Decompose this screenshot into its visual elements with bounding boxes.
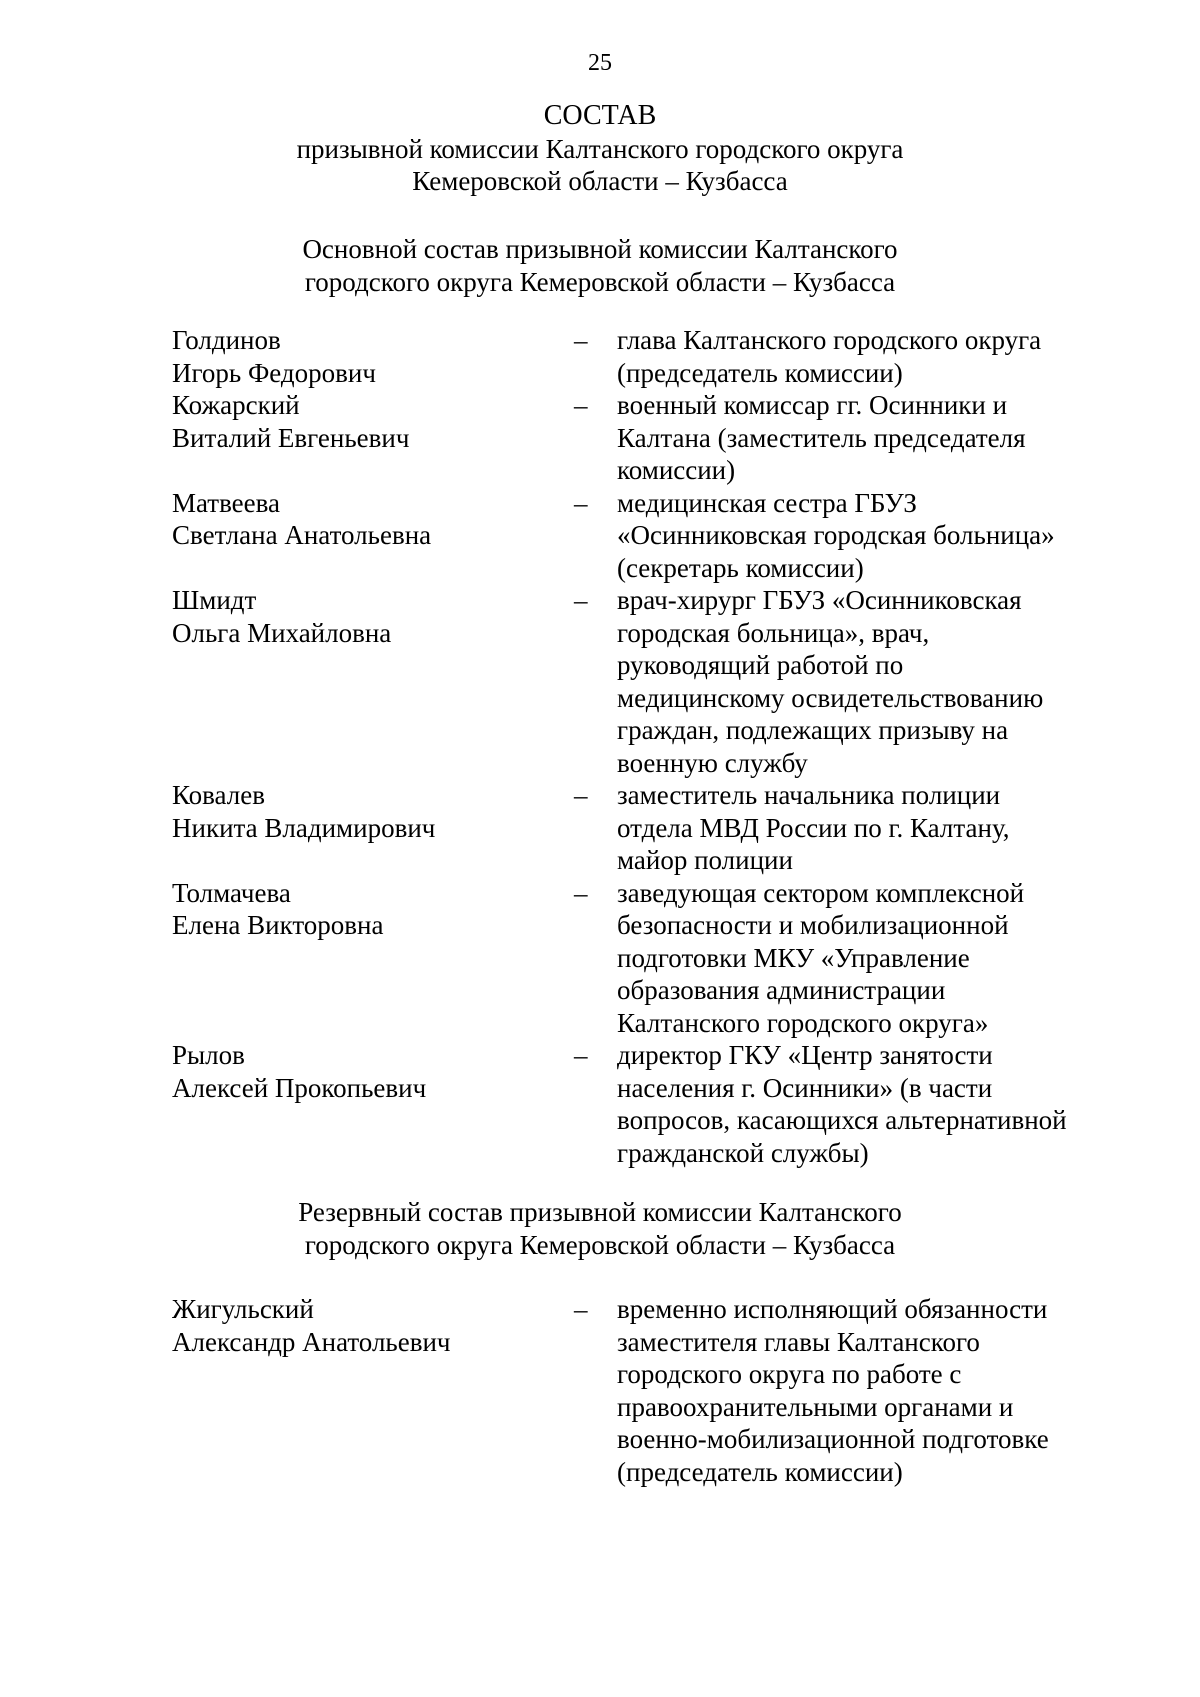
member-surname: Толмачева — [172, 877, 291, 908]
document-title — [0, 100, 1200, 198]
member-given-names: Елена Викторовна — [172, 910, 384, 940]
reserve-section-heading — [0, 1196, 1200, 1261]
position-line: военный комиссар гг. Осинники и — [617, 390, 1008, 420]
position-line: вопросов, касающихся альтернативной — [617, 1105, 1067, 1135]
title-line-1: СОСТАВ — [543, 100, 657, 131]
position-line: военно-мобилизационной подготовке — [617, 1424, 1049, 1454]
dash-separator: – — [574, 780, 588, 810]
position-line: населения г. Осинники» (в части — [617, 1072, 993, 1103]
position-line: директор ГКУ «Центр занятости — [617, 1040, 993, 1070]
dash-separator: – — [574, 877, 588, 908]
dash-separator: – — [574, 325, 588, 355]
member-position — [617, 324, 1097, 389]
position-line: городская больница», врач, — [617, 617, 930, 648]
position-line: образования администрации — [617, 975, 946, 1005]
member-given-names: Игорь Федорович — [172, 357, 376, 388]
member-name — [172, 487, 431, 552]
dash-separator: – — [574, 1294, 588, 1324]
position-line: «Осинниковская городская больница» — [617, 520, 1055, 550]
reserve-roster — [0, 1293, 1200, 1488]
member-surname: Шмидт — [172, 585, 257, 615]
dash-separator: – — [574, 390, 588, 420]
reserve-heading-line-2: городского округа Кемеровской области – Кузбасса — [304, 1229, 896, 1260]
position-line: заведующая сектором комплексной — [617, 877, 1025, 908]
title-line-3: Кемеровской области – Кузбасса — [412, 166, 788, 196]
member-name — [172, 1039, 426, 1104]
member-name — [172, 324, 376, 389]
member-given-names: Ольга Михайловна — [172, 617, 392, 648]
member-given-names: Виталий Евгеньевич — [172, 422, 410, 453]
member-given-names: Алексей Прокопьевич — [172, 1072, 427, 1103]
position-line: руководящий работой по — [617, 650, 904, 680]
member-position — [617, 389, 1097, 487]
position-line: (председатель комиссии) — [617, 357, 903, 388]
member-surname: Жигульский — [172, 1294, 314, 1324]
position-line: глава Калтанского городского округа — [617, 325, 1042, 355]
member-position — [617, 779, 1097, 877]
member-position — [617, 1293, 1097, 1488]
title-line-2: призывной комиссии Калтанского городского округа — [296, 133, 904, 164]
member-row — [0, 877, 1200, 1040]
member-name — [172, 877, 383, 942]
main-roster — [0, 324, 1200, 1169]
position-line: комиссии) — [617, 455, 736, 485]
position-line: гражданской службы) — [617, 1137, 869, 1168]
member-position — [617, 1039, 1097, 1169]
main-heading-line-1: Основной состав призывной комиссии Калтанского — [302, 234, 898, 264]
member-row — [0, 1039, 1200, 1169]
dash-separator: – — [574, 585, 588, 615]
member-row — [0, 584, 1200, 779]
position-line: майор полиции — [617, 845, 793, 875]
position-line: заместителя главы Калтанского — [617, 1326, 980, 1357]
position-line: подготовки МКУ «Управление — [617, 942, 970, 973]
main-section-heading — [0, 233, 1200, 298]
member-given-names: Никита Владимирович — [172, 812, 436, 843]
position-line: (председатель комиссии) — [617, 1456, 903, 1487]
position-line: безопасности и мобилизационной — [617, 910, 1009, 940]
member-name — [172, 584, 391, 649]
position-line: временно исполняющий обязанности — [617, 1294, 1048, 1324]
member-row — [0, 389, 1200, 487]
member-given-names: Светлана Анатольевна — [172, 520, 432, 550]
member-position — [617, 487, 1097, 585]
position-line: городского округа по работе с — [617, 1359, 962, 1389]
position-line: военную службу — [617, 747, 808, 778]
dash-separator: – — [574, 487, 588, 518]
member-surname: Голдинов — [172, 325, 281, 355]
position-line: медицинская сестра ГБУЗ — [617, 487, 917, 518]
member-surname: Матвеева — [172, 487, 281, 518]
main-heading-line-2: городского округа Кемеровской области – Кузбасса — [304, 266, 896, 297]
member-name — [172, 389, 409, 454]
member-given-names: Александр Анатольевич — [172, 1326, 451, 1357]
position-line: Калтанского городского округа» — [617, 1007, 989, 1038]
member-name — [172, 1293, 451, 1358]
member-row — [0, 487, 1200, 585]
position-line: правоохранительными органами и — [617, 1391, 1014, 1422]
position-line: (секретарь комиссии) — [617, 552, 864, 583]
page-number: 25 — [588, 50, 612, 76]
member-name — [172, 779, 435, 844]
position-line: отдела МВД России по г. Калтану, — [617, 812, 1010, 843]
member-row — [0, 1293, 1200, 1488]
member-surname: Ковалев — [172, 780, 265, 810]
member-row — [0, 324, 1200, 389]
member-surname: Кожарский — [172, 390, 300, 420]
position-line: граждан, подлежащих призыву на — [617, 715, 1009, 745]
position-line: заместитель начальника полиции — [617, 780, 1001, 810]
member-row — [0, 779, 1200, 877]
position-line: врач-хирург ГБУЗ «Осинниковская — [617, 585, 1022, 615]
member-position — [617, 877, 1097, 1040]
position-line: Калтана (заместитель председателя — [617, 422, 1026, 453]
dash-separator: – — [574, 1040, 588, 1070]
member-surname: Рылов — [172, 1040, 245, 1070]
position-line: медицинскому освидетельствованию — [617, 682, 1044, 713]
reserve-heading-line-1: Резервный состав призывной комиссии Калтанского — [298, 1197, 902, 1227]
member-position — [617, 584, 1097, 779]
